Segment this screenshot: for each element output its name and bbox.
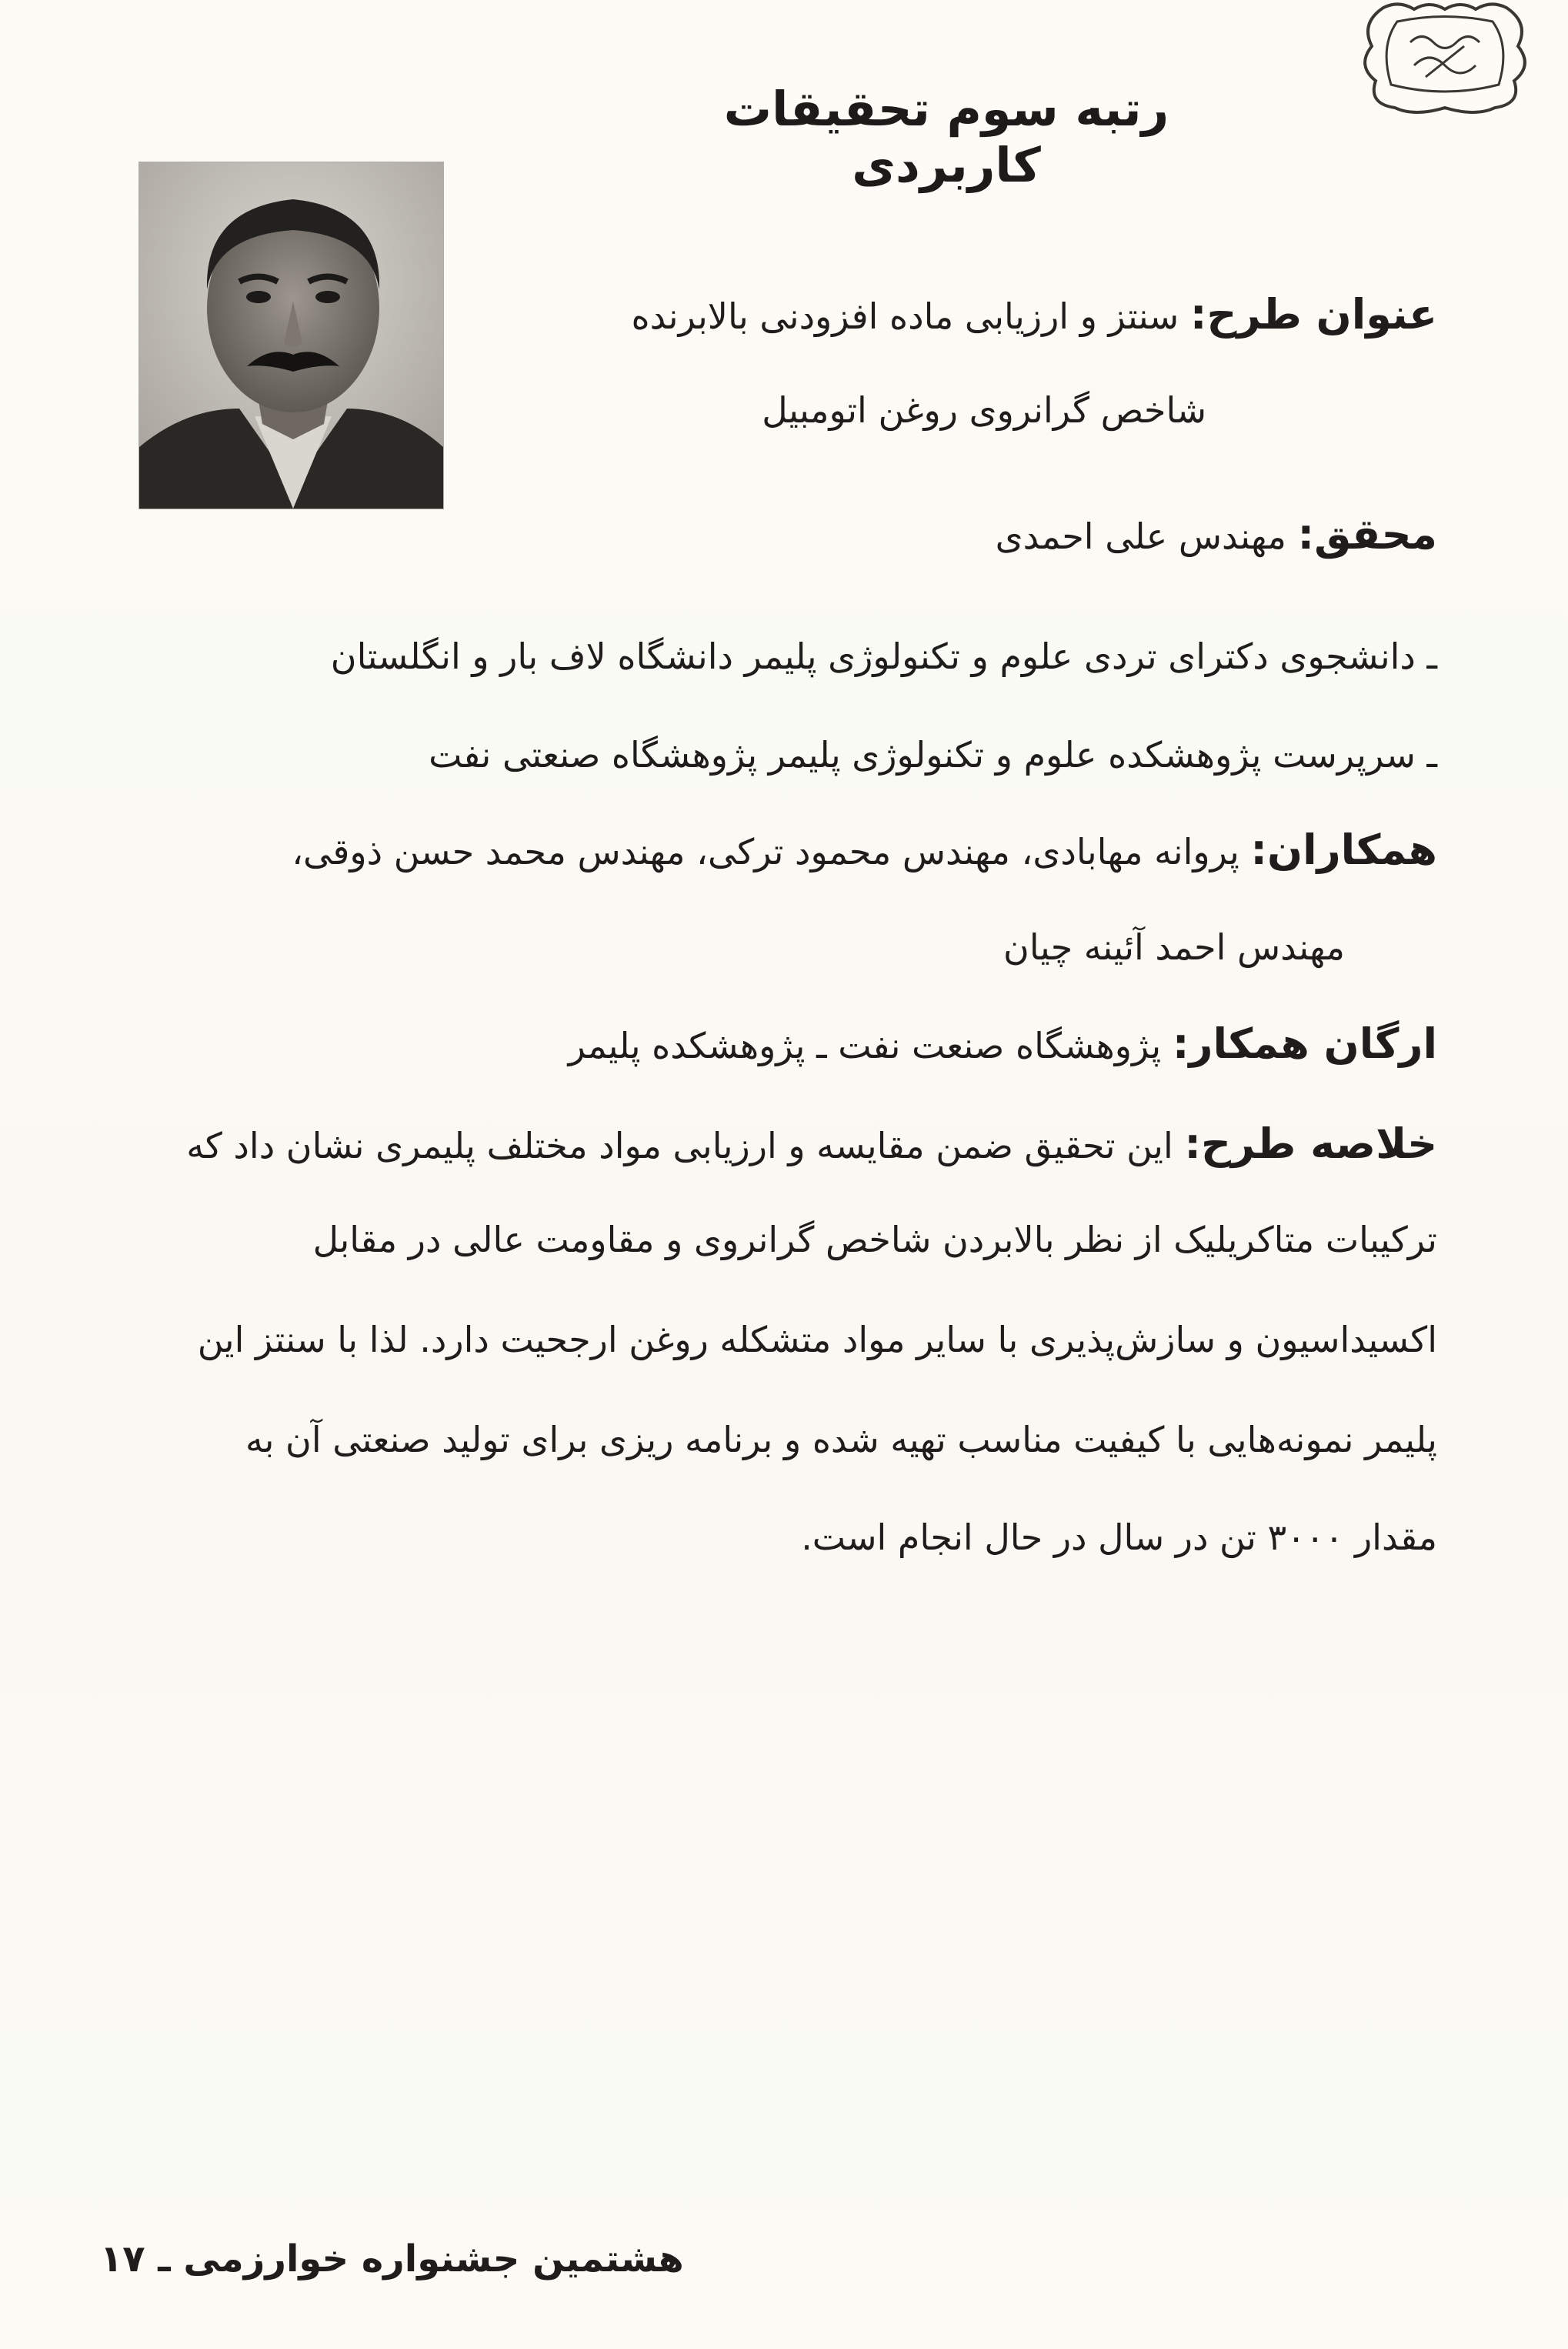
summary-line-5: مقدار ۳۰۰۰ تن در سال در حال انجام است. [801, 1517, 1437, 1558]
summary-line-2: ترکیبات متاکریلیک از نظر بالابردن شاخص گرانروی و مقاومت عالی در مقابل [312, 1219, 1437, 1260]
organization-line [568, 1019, 1437, 1068]
summary-line-3: اکسیداسیون و سازش‌پذیری با سایر مواد متشکله روغن ارجحیت دارد. لذا با سنتز این [197, 1319, 1437, 1360]
organization-label: ارگان همکار: [1172, 1019, 1437, 1068]
researcher-bio-2: ـ سرپرست پژوهشکده علوم و تکنولوژی پلیمر پژوهشگاه صنعتی نفت [429, 734, 1437, 776]
collaborators-line-1 [292, 826, 1437, 874]
page-footer: هشتمین جشنواره خوارزمی ـ ۱۷ [100, 2237, 684, 2281]
collaborators-line-2: مهندس احمد آئینه چیان [1003, 926, 1345, 968]
summary-text-1: این تحقیق ضمن مقایسه و ارزیابی مواد مختلف پلیمری نشان داد که [186, 1125, 1173, 1166]
festival-emblem-icon [1353, 0, 1537, 115]
summary-label: خلاصه طرح: [1184, 1119, 1437, 1168]
summary-line-4: پلیمر نمونه‌هایی با کیفیت مناسب تهیه شده و برنامه ریزی برای تولید صنعتی آن به [245, 1419, 1437, 1460]
researcher-name: مهندس علی احمدی [995, 516, 1286, 557]
collaborators-label: همکاران: [1250, 826, 1437, 874]
summary-line-1 [186, 1119, 1437, 1168]
researcher-line [995, 510, 1437, 559]
organization-value: پژوهشگاه صنعت نفت ـ پژوهشکده پلیمر [568, 1025, 1162, 1066]
project-title-line-1 [631, 290, 1437, 339]
researcher-bio-1: ـ دانشجوی دکترای تردی علوم و تکنولوژی پلیمر دانشگاه لاف بار و انگلستان [330, 636, 1437, 677]
researcher-portrait-photo [138, 162, 444, 509]
project-title-label: عنوان طرح: [1189, 290, 1437, 339]
page-title: رتبه سوم تحقیقات کاربردی [723, 81, 1169, 193]
collaborators-text-1: پروانه مهابادی، مهندس محمود ترکی، مهندس محمد حسن ذوقی، [292, 831, 1239, 873]
project-title-line-2: شاخص گرانروی روغن اتومبیل [762, 389, 1206, 431]
researcher-label: محقق: [1297, 510, 1437, 559]
project-title-text-1: سنتز و ارزیابی ماده افزودنی بالابرنده [631, 295, 1179, 337]
